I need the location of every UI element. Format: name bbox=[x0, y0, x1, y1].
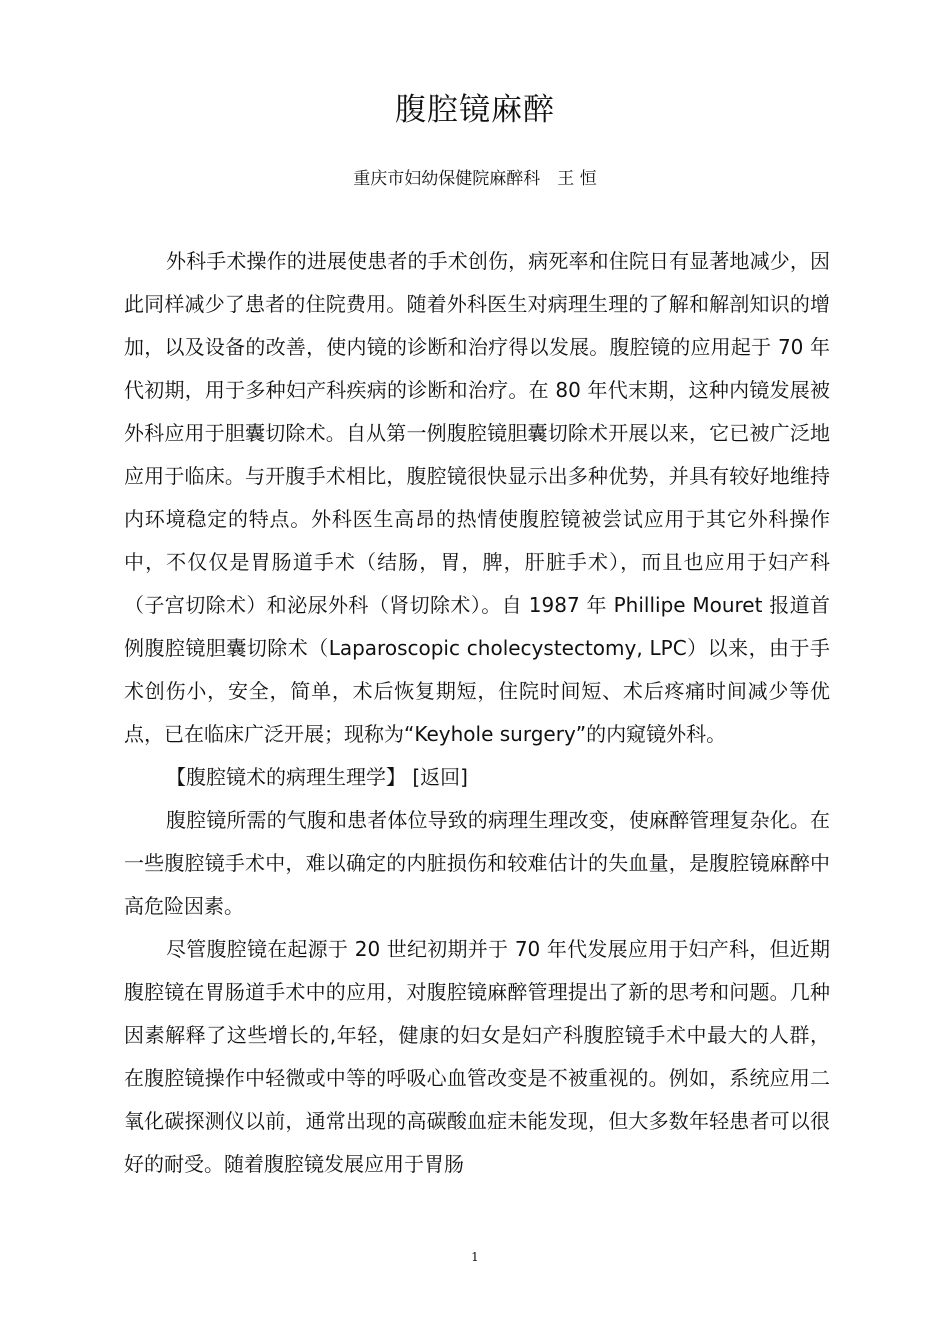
author-line: 重庆市妇幼保健院麻醉科 王 恒 bbox=[353, 169, 597, 189]
document-title: 腹腔镜麻醉 bbox=[395, 92, 555, 128]
paragraph-pathophysiology: 腹腔镜所需的气腹和患者体位导致的病理生理改变，使麻醉管理复杂化。在一些腹腔镜手术中，难以确定的内脏损伤和较难估计的失血量，是腹腔镜麻醉中高危险因素。 bbox=[124, 808, 830, 918]
document-body bbox=[124, 240, 830, 1186]
paragraph-history: 尽管腹腔镜在起源于 20 世纪初期并于 70 年代发展应用于妇产科，但近期腹腔镜在胃肠道手术中的应用，对腹腔镜麻醉管理提出了新的思考和问题。几种因素解释了这些增长的,年轻，健康的妇女是妇产科腹腔镜手术中最大的人群，在腹腔镜操作中轻微或中等的呼吸心血管改变是不被重视的。例如，系统应用二氧化碳探测仪以前，通常出现的高碳酸血症未能发现，但大多数年轻患者可以很好的耐受。随着腹腔镜发展应用于胃肠 bbox=[124, 937, 830, 1176]
section-heading: 【腹腔镜术的病理生理学】 [返回] bbox=[166, 765, 468, 789]
paragraph-intro: 外科手术操作的进展使患者的手术创伤，病死率和住院日有显著地减少，因此同样减少了患者的住院费用。随着外科医生对病理生理的了解和解剖知识的增加，以及设备的改善，使内镜的诊断和治疗得以发展。腹腔镜的应用起于 70 年代初期，用于多种妇产科疾病的诊断和治疗。在 80 年代末期，这种内镜发展被外科应用于胆囊切除术。自从第一例腹腔镜胆囊切除术开展以来，它已被广泛地应用于临床。与开腹手术相比，腹腔镜很快显示出多种优势，并具有较好地维持内环境稳定的特点。外科医生高昂的热情使腹腔镜被尝试应用于其它外科操作中，不仅仅是胃肠道手术（结肠，胃，脾，肝脏手术），而且也应用于妇产科（子宫切除术）和泌尿外科（肾切除术）。自 1987 年 Phillipe Mouret 报道首例腹腔镜胆囊切除术（Laparoscopic cholecystectomy, LPC）以来，由于手术创伤小，安全，简单，术后恢复期短，住院时间短、术后疼痛时间减少等优点，已在临床广泛开展；现称为“Keyhole surgery”的内窥镜外科。 bbox=[124, 249, 830, 746]
page-number: 1 bbox=[471, 1250, 479, 1264]
